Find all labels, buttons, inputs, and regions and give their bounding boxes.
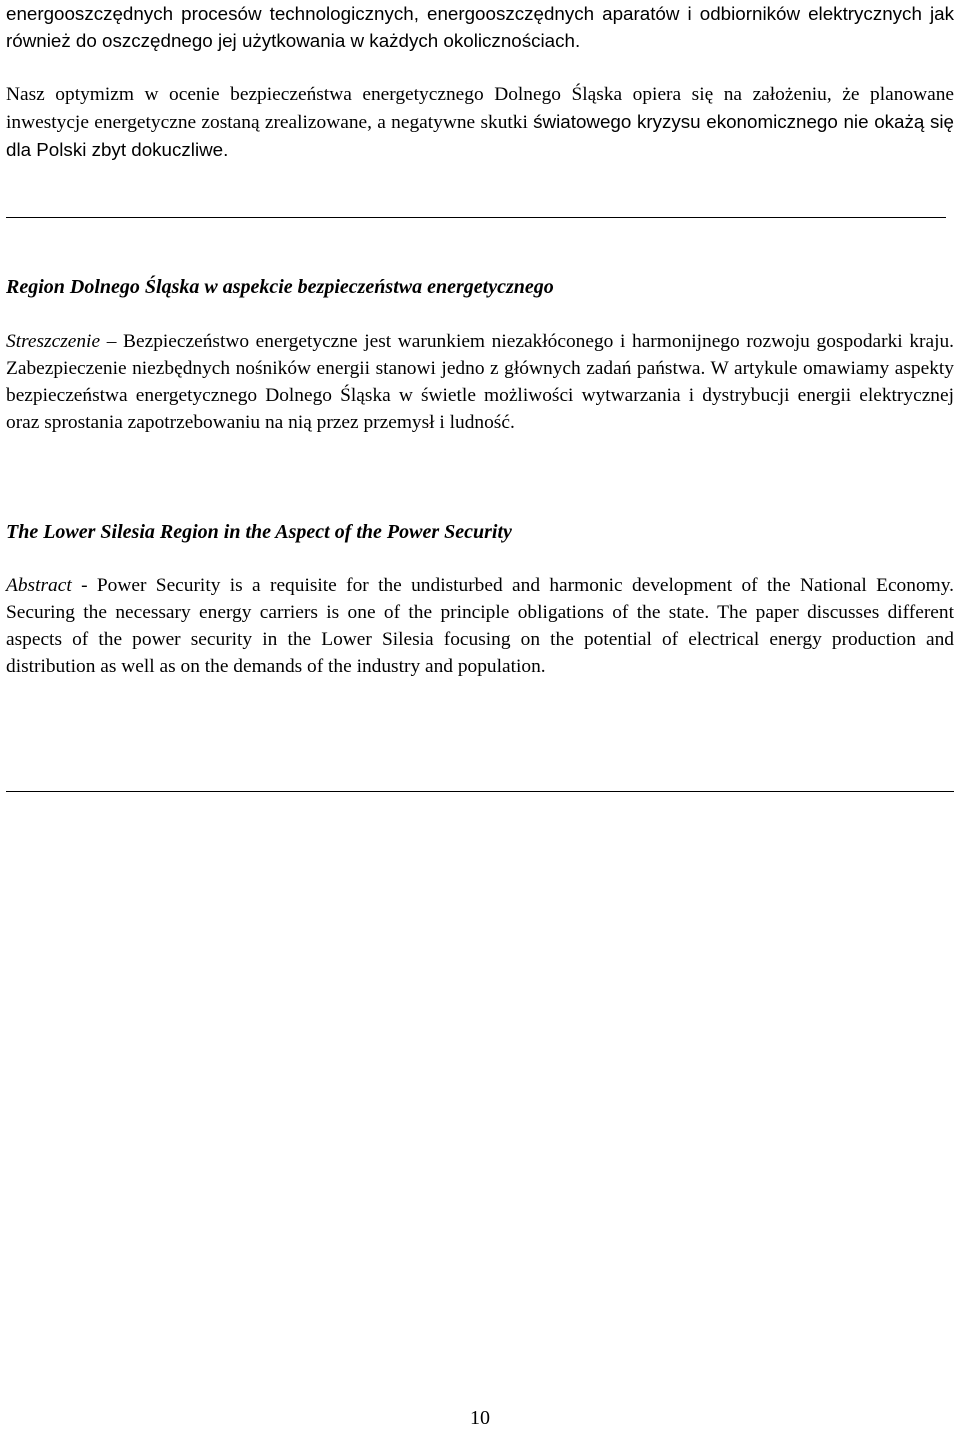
- section-divider-top: [6, 217, 946, 218]
- intro-optimism-paragraph: [6, 81, 954, 164]
- intro-optimism-text-end: światowego kryzysu ekonomicznego nie okażą się dla Polski zbyt dokuczliwe.: [6, 111, 954, 160]
- english-abstract-body: Power Security is a requisite for the undisturbed and harmonic development of the National Economy. Securing the necessary energy carriers is one of the principle obligations of the state. The paper discusses different aspects of the power security in the Lower Silesia focusing on the potential of electrical energy production and distribution as well as on the demands of the industry and population.: [6, 575, 955, 677]
- intro-continuation-block: [6, 0, 954, 54]
- intro-optimism-text-start: Nasz optymizm w ocenie bezpieczeństwa energetycznego Dolnego Śląska opiera się na założeniu, że planowane inwestycje energetyczne zostaną zrealizowane, a negatywne skutki: [6, 84, 954, 133]
- polish-abstract-label: Streszczenie: [6, 331, 101, 352]
- polish-abstract-body-block: [6, 328, 954, 436]
- english-abstract-body-block: [6, 572, 954, 680]
- polish-abstract-title: Region Dolnego Śląska w aspekcie bezpieczeństwa energetycznego: [6, 276, 554, 298]
- english-abstract-block: [6, 518, 954, 546]
- page-number: 10: [470, 1407, 490, 1429]
- intro-continuation-paragraph: energooszczędnych procesów technologicznych, energooszczędnych aparatów i odbiorników elektrycznych jak również do oszczędnego jej użytkowania w każdych okolicznościach.: [6, 3, 954, 51]
- english-abstract-title: The Lower Silesia Region in the Aspect of the Power Security: [6, 521, 512, 543]
- english-abstract-label: Abstract: [6, 575, 72, 596]
- english-abstract-separator: -: [71, 575, 97, 596]
- polish-abstract-paragraph: [6, 328, 954, 436]
- intro-optimism-block: [6, 81, 954, 164]
- document-page: [6, 0, 954, 1429]
- section-divider-bottom: [6, 791, 954, 792]
- polish-abstract-block: [6, 273, 954, 301]
- polish-abstract-separator: –: [100, 331, 124, 352]
- polish-abstract-body: Bezpieczeństwo energetyczne jest warunkiem niezakłóconego i harmonijnego rozwoju gospodarki kraju. Zabezpieczenie niezbędnych nośników energii stanowi jedno z głównych zadań państwa. W artykule omawiamy aspekty bezpieczeństwa energetycznego Dolnego Śląska w świetle możliwości wytwarzania i dystrybucji energii elektrycznej oraz sprostania zapotrzebowaniu na nią przez przemysł i ludność.: [6, 331, 955, 433]
- english-abstract-paragraph: [6, 572, 954, 680]
